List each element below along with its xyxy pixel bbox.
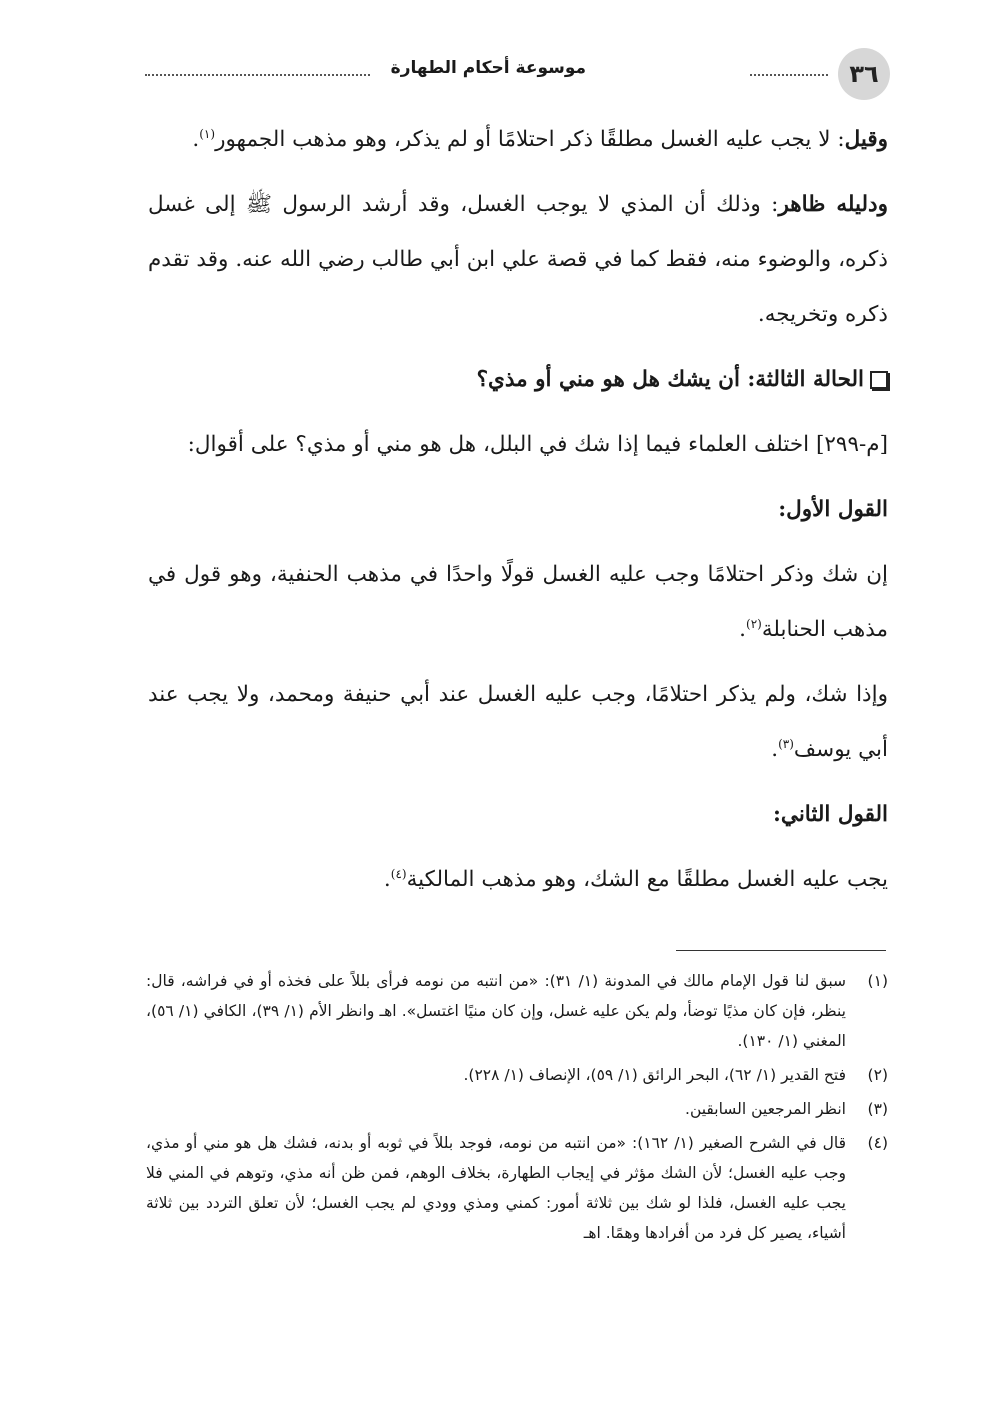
running-title: موسوعة أحكام الطهارة <box>383 58 594 78</box>
header-dotted-rule-left <box>145 74 370 76</box>
paragraph <box>148 112 888 167</box>
footnote-number: (٤) <box>867 1134 888 1152</box>
footnote-ref: (٢) <box>746 616 762 631</box>
paragraph-text: : وذلك أن المذي لا يوجب الغسل، وقد أرشد الرسول ﷺ إلى غسل ذكره، والوضوء منه، فقط كما في قصة علي ابن أبي طالب رضي الله عنه. وقد تقدم ذكره وتخريجه. <box>148 192 888 327</box>
footnote-number: (٣) <box>867 1100 888 1118</box>
paragraph-lead: وقيل <box>844 127 888 152</box>
paragraph <box>148 852 888 907</box>
footnote-number: (٢) <box>867 1066 888 1084</box>
footnote <box>146 1060 888 1090</box>
paragraph-lead: ودليله ظاهر <box>778 192 888 217</box>
footnotes <box>146 966 888 1252</box>
checkbox-bullet-icon <box>870 371 888 389</box>
footnote-text: فتح القدير (١/ ٦٢)، البحر الرائق (١/ ٥٩)، الإنصاف (١/ ٢٢٨). <box>463 1066 846 1084</box>
footnote-text: سبق لنا قول الإمام مالك في المدونة (١/ ٣١): «من انتبه من نومه فرأى بللاً على فخذه أو في فراشه، قال: ينظر، فإن كان مذيًا توضأ، ولم يكن عليه غسل، وإن كان منيًا اغتسل». اهـ وانظر الأم (١/ ٣٩)، الكافي (١/ ٥٦)، المغني (١/ ١٣٠). <box>146 972 846 1050</box>
paragraph-end: . <box>739 617 747 642</box>
paragraph-end: . <box>383 867 391 892</box>
paragraph-text: : لا يجب عليه الغسل مطلقًا ذكر احتلامًا أو لم يذكر، وهو مذهب الجمهور <box>215 127 845 152</box>
footnote-ref: (١) <box>199 126 216 141</box>
subheading-second-opinion: القول الثاني: <box>772 802 888 827</box>
paragraph <box>148 177 888 342</box>
footnote-ref: (٤) <box>390 866 407 881</box>
footnote <box>146 1094 888 1124</box>
footnote-separator <box>676 950 886 951</box>
paragraph <box>148 667 888 777</box>
page-number: ٣٦ <box>838 48 890 100</box>
footnote-ref: (٣) <box>778 736 794 751</box>
paragraph-text: إن شك وذكر احتلامًا وجب عليه الغسل قولًا واحدًا في مذهب الحنفية، وهو قول في مذهب الحنابلة <box>148 562 888 642</box>
section-heading <box>148 352 888 407</box>
footnote <box>146 966 888 1056</box>
section-heading-text: الحالة الثالثة: أن يشك هل هو مني أو مذي؟ <box>476 367 864 392</box>
paragraph-text: وإذا شك، ولم يذكر احتلامًا، وجب عليه الغسل عند أبي حنيفة ومحمد، ولا يجب عند أبي يوسف <box>148 682 888 762</box>
footnote <box>146 1128 888 1248</box>
paragraph <box>148 547 888 657</box>
paragraph: [م-٢٩٩] اختلف العلماء فيما إذا شك في البلل، هل هو مني أو مذي؟ على أقوال: <box>187 432 888 457</box>
footnote-number: (١) <box>867 972 888 990</box>
header-dotted-rule-right <box>750 74 828 76</box>
footnote-text: انظر المرجعين السابقين. <box>685 1100 846 1118</box>
subheading-first-opinion: القول الأول: <box>778 497 888 522</box>
paragraph-end: . <box>771 737 779 762</box>
paragraph-text: يجب عليه الغسل مطلقًا مع الشك، وهو مذهب المالكية <box>406 867 888 892</box>
paragraph-end: . <box>192 127 200 152</box>
page-header <box>140 48 890 100</box>
main-text <box>148 112 888 917</box>
footnote-text: قال في الشرح الصغير (١/ ١٦٢): «من انتبه من نومه، فوجد بللاً في ثوبه أو بدنه، فشك هل هو مني أو مذي، وجب عليه الغسل؛ لأن الشك مؤثر في إيجاب الطهارة، بخلاف الوهم، فمن ظن أنه مذي، وتوهم في المني فلا يجب عليه الغسل، فلذا لو شك بين ثلاثة أمور: كمني ومذي وودي لم يجب الغسل؛ لأن تعلق التردد بين ثلاثة أشياء، يصير كل فرد من أفرادها وهمًا. اهـ <box>146 1134 847 1242</box>
